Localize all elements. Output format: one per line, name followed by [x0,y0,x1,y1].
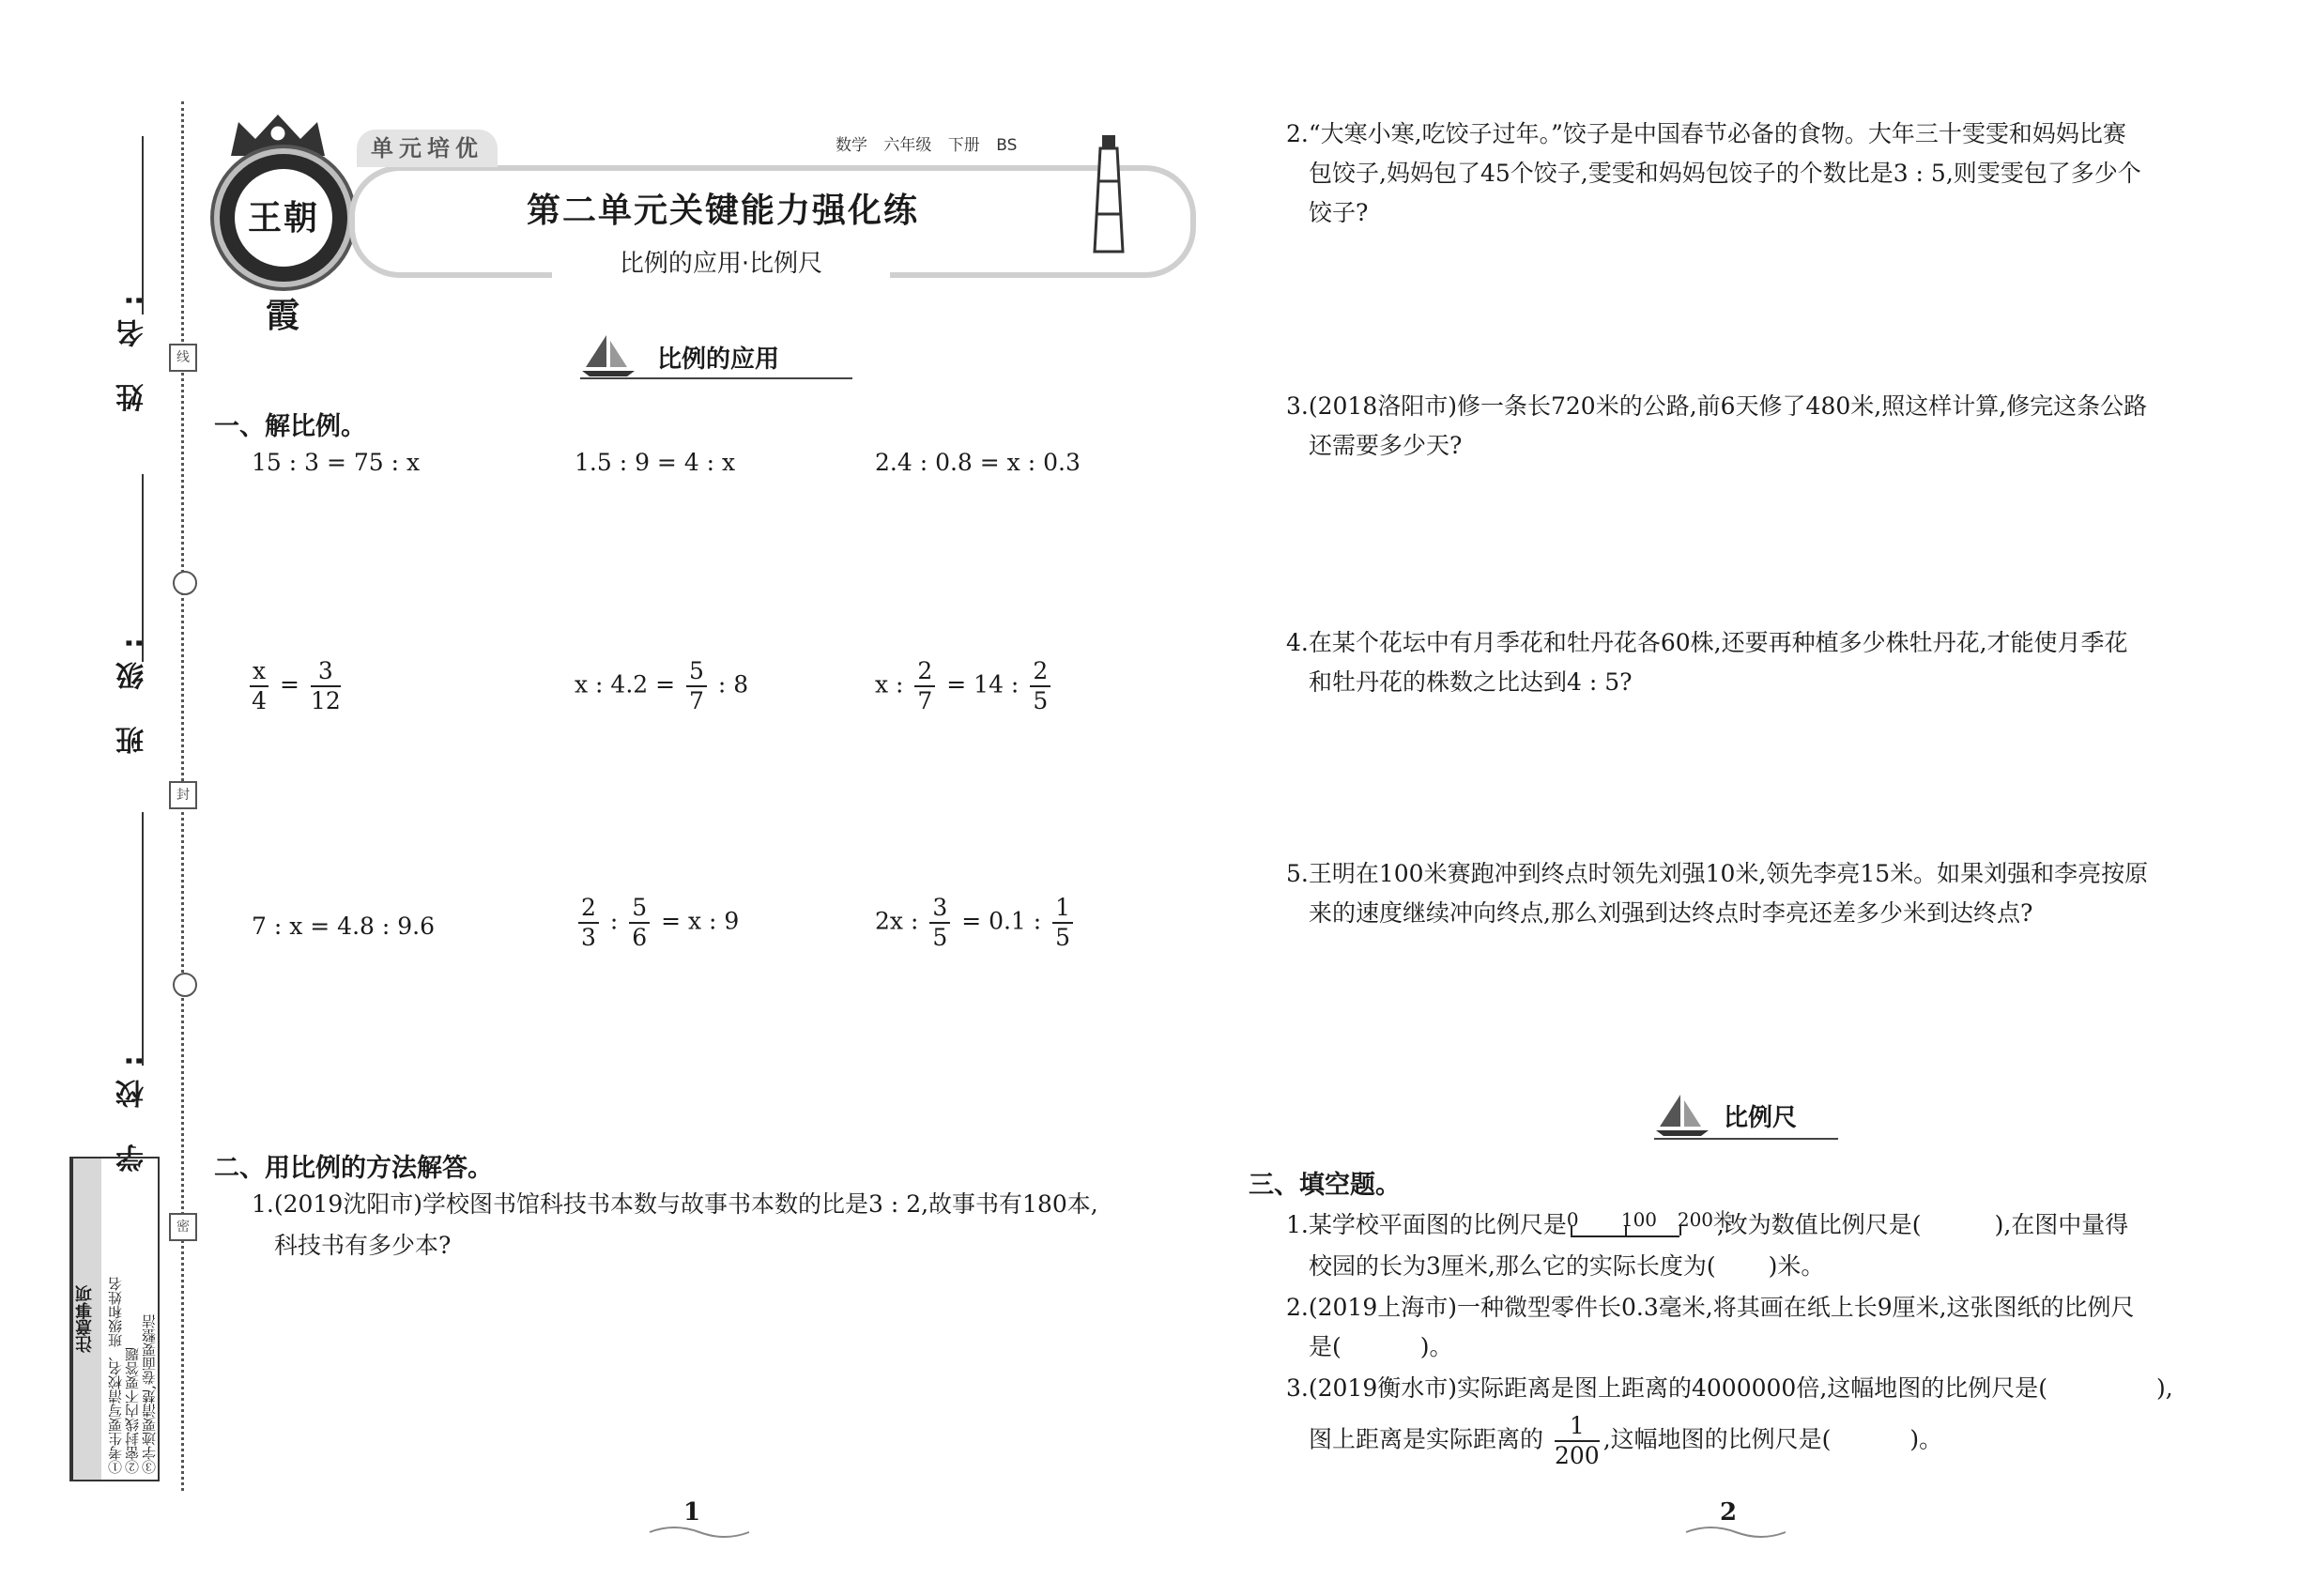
section-underline [1654,1138,1838,1140]
unit-tab: 单元培优 [357,130,498,167]
note-item: ③字迹要清楚,卷面要整洁 [141,1314,158,1474]
binding-hole-icon [173,973,197,997]
equation-3a: 7 : x = 4.8 : 9.6 [252,913,435,940]
problem-2-1-cont: 科技书有多少本? [274,1232,452,1259]
note-item: ①考生要写清校名、班级和姓名 [107,1277,124,1474]
equation-2b: x : 4.2 = $\frac{5}{7}$ : 8 [575,657,749,714]
equation-1b: 1.5 : 9 = 4 : x [575,449,736,476]
brand-logo [214,148,353,334]
name-label: 姓 名: [116,282,149,412]
problem-3-3-cont: 图上距离是实际距离的 $\frac{1}{200}$ ,这幅地图的比例尺是( )。 [1309,1412,1943,1469]
problem-3-2-cont: 是( )。 [1309,1333,1453,1360]
wave-ornament [1684,1523,1787,1542]
wave-ornament [648,1523,751,1542]
problem-3-3: 3.(2019衡水市)实际距离是图上距离的4000000倍,这幅地图的比例尺是( ), [1286,1374,2173,1402]
sailboat-icon [580,333,636,378]
problem-2-5-cont: 来的速度继续冲向终点,那么刘强到达终点时李亮还差多少米到达终点? [1309,899,2033,927]
note-item: ②密封线内不要答题 [124,1347,141,1474]
problem-2-2-cont2: 饺子? [1309,199,1369,226]
problem-2-1: 1.(2019沈阳市)学校图书馆科技书本数与故事书本数的比是3 : 2,故事书有180本, [252,1190,1098,1218]
problem-2-5: 5.王明在100米赛跑冲到终点时领先刘强10米,领先李亮15米。如果刘强和李亮按原 [1286,860,2149,887]
school-label: 学 校: [116,1042,149,1173]
problem-3-1-cont: 校园的长为3厘米,那么它的实际长度为( )米。 [1309,1252,1825,1280]
page-subtitle: 比例的应用·比例尺 [552,244,890,279]
equation-2a: $\frac{x}{4}$ = $\frac{3}{12}$ [246,657,345,715]
equation-1c: 2.4 : 0.8 = x : 0.3 [875,449,1081,476]
section-title-scale: 比例尺 [1724,1104,1798,1132]
problem-3-1: 1.某学校平面图的比例尺是 0 100 200米 ,改为数值比例尺是( ),在图中量得 [1286,1205,2128,1245]
class-label: 班 级: [116,624,149,755]
page-title: 第二单元关键能力强化练 [526,192,919,230]
equation-1a: 15 : 3 = 75 : x [252,449,421,476]
equation-2c: x : $\frac{2}{7}$ = 14 : $\frac{2}{5}$ [875,657,1054,715]
page-number-left: 1 [683,1498,701,1527]
problem-3-2: 2.(2019上海市)一种微型零件长0.3毫米,将其画在纸上长9厘米,这张图纸的比例尺 [1286,1294,2135,1321]
sailboat-icon [1654,1093,1710,1138]
problem-2-2: 2.“大寒小寒,吃饺子过年。”饺子是中国春节必备的食物。大年三十雯雯和妈妈比赛 [1286,120,2126,147]
line-scale: 0 100 200米 [1567,1213,1717,1241]
problem-2-4: 4.在某个花坛中有月季花和牡丹花各60株,还要再种植多少株牡丹花,才能使月季花 [1286,629,2128,656]
notes-box [69,1157,160,1481]
lighthouse-icon [1080,130,1138,261]
q3-title: 三、填空题。 [1249,1171,1401,1200]
notes-title: 注意事项 [71,1159,101,1480]
equation-3b: $\frac{2}{3}$ : $\frac{5}{6}$ = x : 9 [575,894,739,952]
q1-title: 一、解比例。 [214,412,366,441]
section-title-ratio-application: 比例的应用 [657,345,780,374]
cut-mark-secret: 密 [169,1213,197,1241]
q2-title: 二、用比例的方法解答。 [214,1154,493,1183]
section-underline [580,377,852,379]
cut-mark-seal: 封 [169,781,197,809]
cut-mark-line: 线 [169,344,197,372]
problem-2-3-cont: 还需要多少天? [1309,432,1463,459]
problem-2-2-cont: 包饺子,妈妈包了45个饺子,雯雯和妈妈包饺子的个数比是3 : 5,则雯雯包了多少个 [1309,160,2141,187]
page-number-right: 2 [1720,1498,1738,1527]
problem-2-4-cont: 和牡丹花的株数之比达到4 : 5? [1309,668,1633,696]
school-write-line [142,812,144,1066]
problem-2-3: 3.(2018洛阳市)修一条长720米的公路,前6天修了480米,照这样计算,修完这条公路 [1286,392,2148,420]
brand-name: 王朝霞 [247,199,319,334]
binding-hole-icon [173,571,197,595]
book-meta: 数学 六年级 下册 BS [836,136,1018,155]
equation-3c: 2x : $\frac{3}{5}$ = 0.1 : $\frac{1}{5}$ [875,894,1077,952]
